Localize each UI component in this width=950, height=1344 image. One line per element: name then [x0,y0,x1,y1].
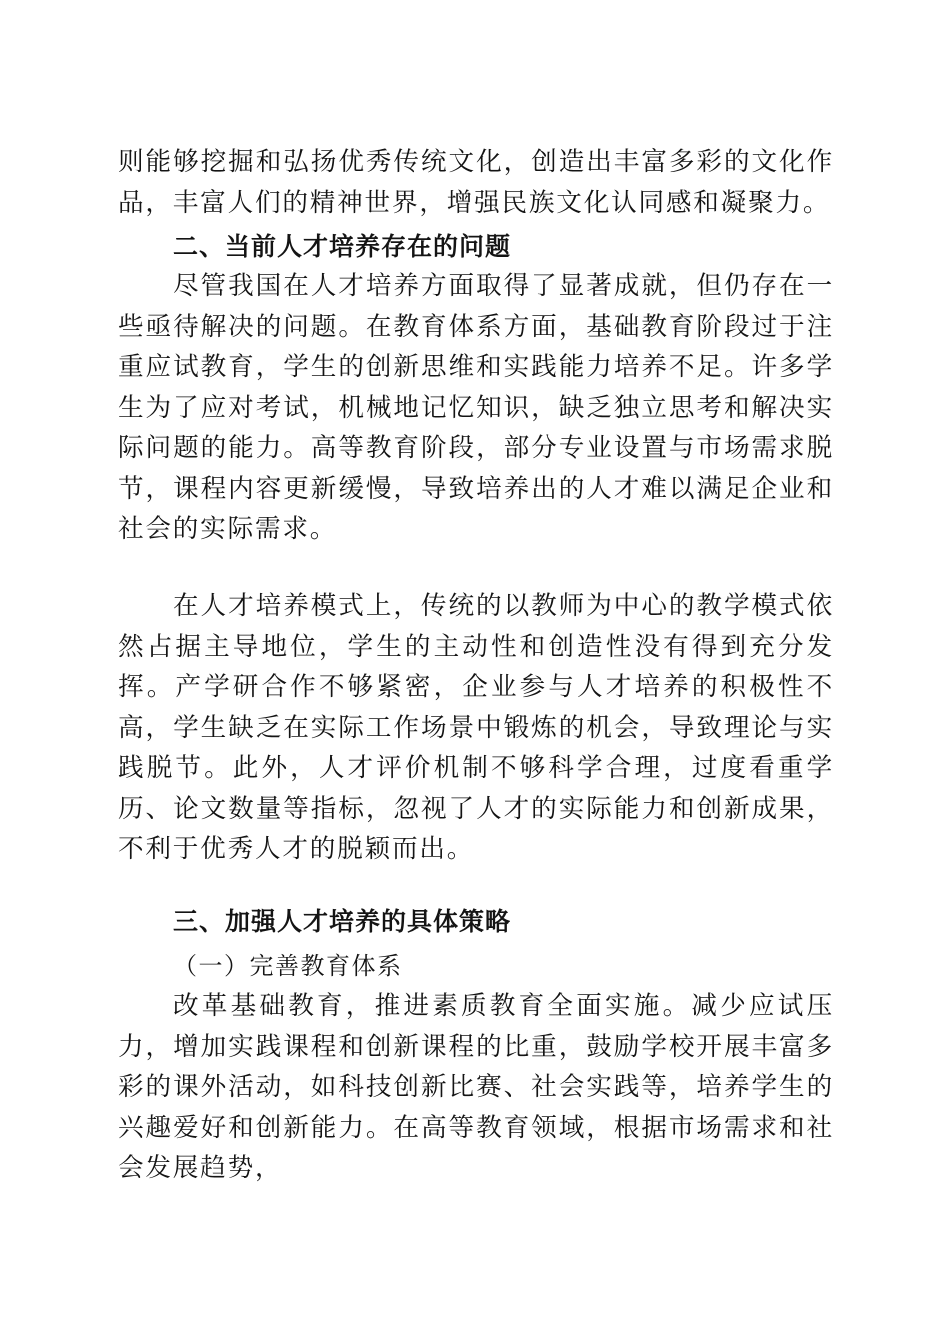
paragraph-education-system-problems: 尽管我国在人才培养方面取得了显著成就，但仍存在一些亟待解决的问题。在教育体系方面，基础教育阶段过于注重应试教育，学生的创新思维和实践能力培养不足。许多学生为了应对考试，机械地记忆知识，缺乏独立思考和解决实际问题的能力。高等教育阶段，部分专业设置与市场需求脱节，课程内容更新缓慢，导致培养出的人才难以满足企业和社会的实际需求。 [118,271,834,544]
subsection-heading-education-system: （一）完善教育体系 [173,952,403,980]
section-heading-current-problems: 二、当前人才培养存在的问题 [173,232,512,261]
section-heading-strategies: 三、加强人才培养的具体策略 [173,907,512,936]
paragraph-education-reform: 改革基础教育，推进素质教育全面实施。减少应试压力，增加实践课程和创新课程的比重，鼓励学校开展丰富多彩的课外活动，如科技创新比赛、社会实践等，培养学生的兴趣爱好和创新能力。在高等教育领域，根据市场需求和社会发展趋势， [118,991,834,1183]
paragraph-training-model-problems: 在人才培养模式上，传统的以教师为中心的教学模式依然占据主导地位，学生的主动性和创造性没有得到充分发挥。产学研合作不够紧密，企业参与人才培养的积极性不高，学生缺乏在实际工作场景中锻炼的机会，导致理论与实践脱节。此外，人才评价机制不够科学合理，过度看重学历、论文数量等指标，忽视了人才的实际能力和创新成果，不利于优秀人才的脱颖而出。 [118,591,834,864]
paragraph-continuation: 则能够挖掘和弘扬优秀传统文化，创造出丰富多彩的文化作品，丰富人们的精神世界，增强民族文化认同感和凝聚力。 [118,147,834,218]
